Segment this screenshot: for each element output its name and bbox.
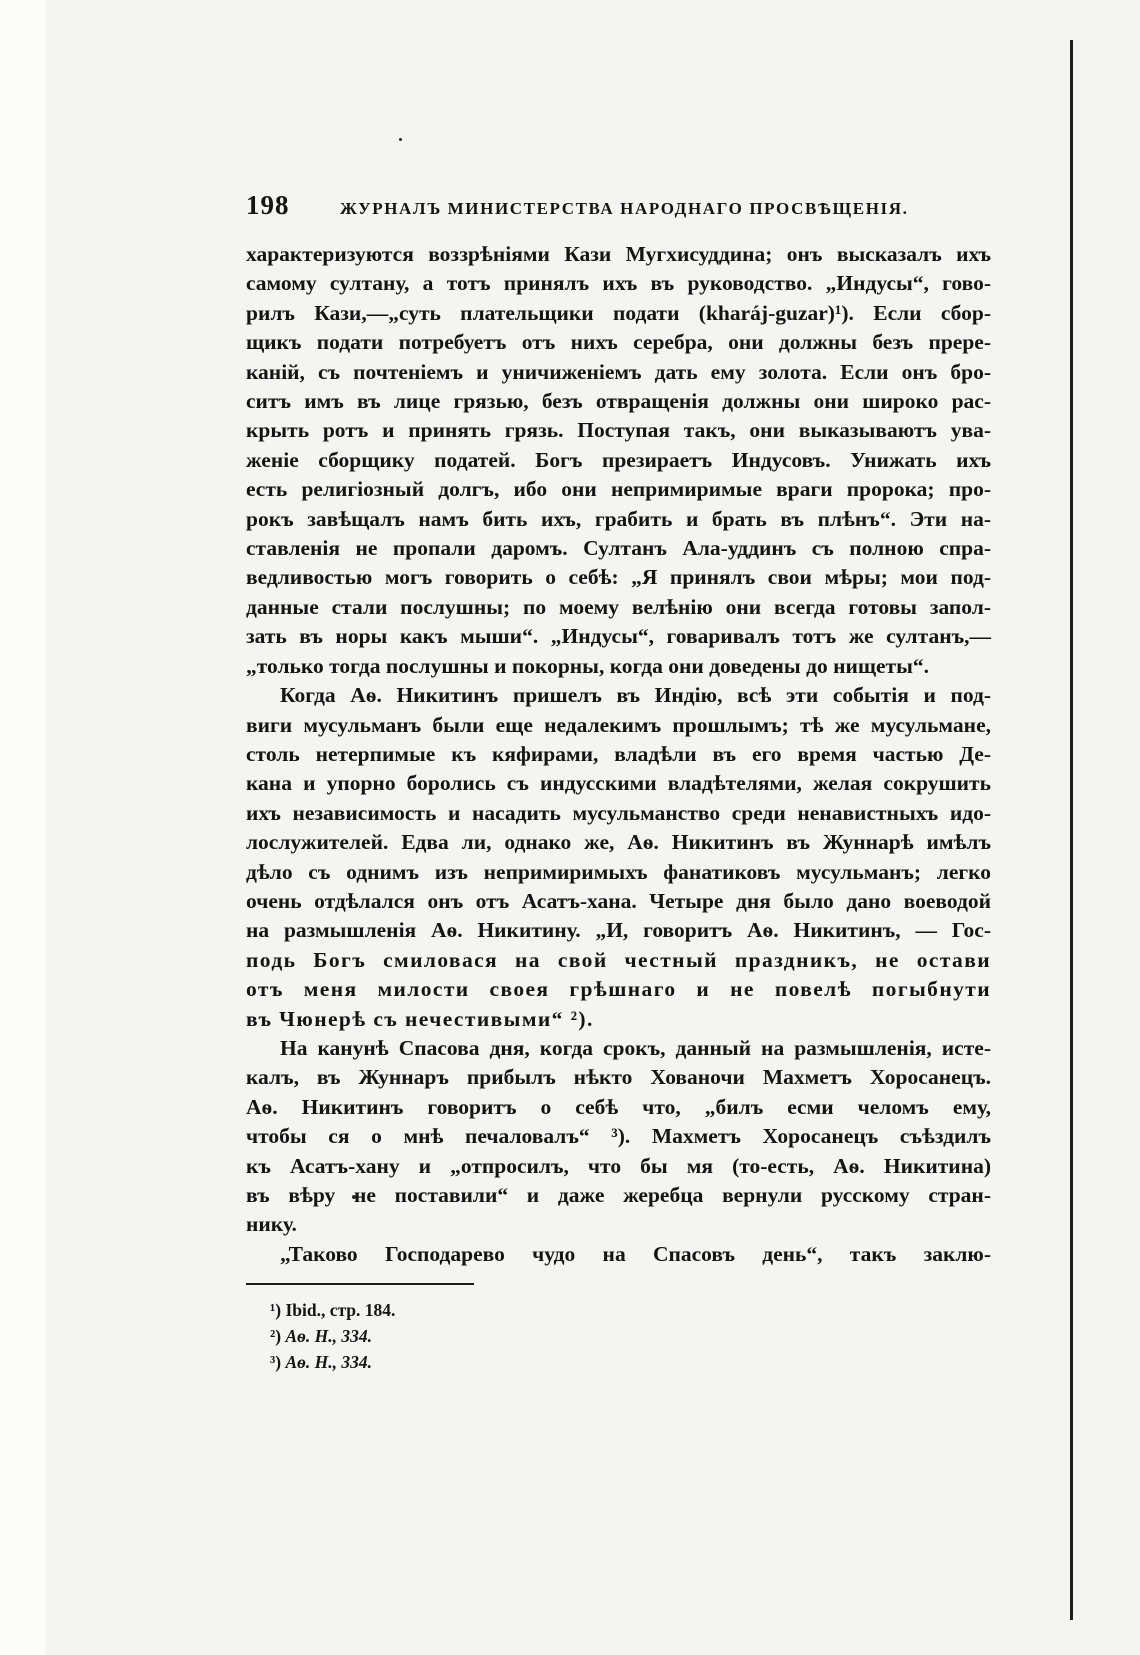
- footnote-text: Аѳ. Н., 334.: [285, 1352, 372, 1373]
- text-line: на размышленія Аѳ. Никитину. „И, говоритъ Аѳ. Никитинъ, — Гос-: [246, 918, 991, 943]
- text-line: щикъ подати потребуетъ отъ нихъ серебра, они должны безъ прере-: [246, 330, 991, 355]
- text-line: ихъ независимость и насадить мусульманство среди ненавистныхъ идо-: [246, 800, 991, 825]
- text-line: данные стали послушны; по моему велѣнію они всегда готовы запол-: [246, 594, 991, 619]
- text-line: кана и упорно боролись съ индусскими владѣтелями, желая сокрушить: [246, 771, 991, 796]
- text-line: Когда Аѳ. Никитинъ пришелъ въ Индію, всѣ эти событія и под-: [280, 683, 991, 708]
- binding-edge-line: [1070, 40, 1073, 1620]
- footnotes: [246, 1297, 991, 1375]
- text-line: виги мусульманъ были еще недалекимъ прошлымъ; тѣ же мусульмане,: [246, 712, 991, 737]
- book-page: [246, 190, 991, 1375]
- footnote-mark: ³): [270, 1352, 282, 1373]
- text-line: отъ меня милости своея грѣшнаго и не повелѣ погыбнути: [246, 977, 991, 1002]
- text-line: каній, съ почтеніемъ и уничиженіемъ дать ему золота. Если онъ бро-: [246, 359, 991, 384]
- text-line: Аѳ. Никитинъ говоритъ о себѣ что, „билъ есми челомъ ему,: [246, 1094, 991, 1119]
- text-line: самому султану, а тотъ принялъ ихъ въ руководство. „Индусы“, гово-: [246, 271, 991, 296]
- footnote-mark: ¹): [270, 1300, 282, 1321]
- text-line: нику.: [246, 1212, 297, 1237]
- text-line: въ Чюнерѣ съ нечестивыми“ ²).: [246, 1006, 594, 1031]
- text-line: калъ, въ Жуннаръ прибылъ нѣкто Хованочи Махметъ Хоросанецъ.: [246, 1065, 991, 1090]
- footnote-divider: [246, 1283, 474, 1285]
- text-line: къ Асатъ-хану и „отпросилъ, что бы мя (то-есть, Аѳ. Никитина): [246, 1153, 991, 1178]
- text-line: рокъ завѣщалъ намъ бить ихъ, грабить и брать въ плѣнъ“. Эти на-: [246, 506, 991, 531]
- text-line: ведливостью могъ говорить о себѣ: „Я принялъ свои мѣры; мои под-: [246, 565, 991, 590]
- text-line: На канунѣ Спасова дня, когда срокъ, данный на размышленія, исте-: [280, 1035, 991, 1060]
- text-line: есть религіозный долгъ, ибо они непримиримые враги пророка; про-: [246, 477, 991, 502]
- footnote: [270, 1297, 991, 1323]
- text-line: дѣло съ однимъ изъ непримиримыхъ фанатиковъ мусульманъ; легко: [246, 859, 991, 884]
- running-head: [246, 190, 991, 230]
- text-line: характеризуются воззрѣніями Кази Мугхисуддина; онъ высказалъ ихъ: [246, 242, 991, 266]
- scan-margin: [0, 0, 46, 1655]
- text-line: ставленія не пропали даромъ. Султанъ Ала-уддинъ съ полною спра-: [246, 536, 991, 561]
- text-line: столь нетерпимые къ кяфирами, владѣли въ его время частью Де-: [246, 741, 991, 766]
- text-line: „Таково Господарево чудо на Спасовъ день“, такъ заклю-: [280, 1241, 991, 1266]
- body-text: [246, 240, 991, 1269]
- footnote: [270, 1323, 991, 1349]
- text-line: лослужителей. Едва ли, однако же, Аѳ. Никитинъ въ Жуннарѣ имѣлъ: [246, 830, 991, 855]
- text-line: въ вѣру не поставили“ и даже жеребца вернули русскому стран-: [246, 1183, 991, 1207]
- text-line: чтобы ся о мнѣ печаловалъ“ ³). Махметъ Хоросанецъ съѣздилъ: [246, 1124, 991, 1149]
- footnote: [270, 1349, 991, 1375]
- footnote-text: Ibid., стр. 184.: [285, 1300, 396, 1321]
- text-line: зать въ норы какъ мыши“. „Индусы“, говаривалъ тотъ же султанъ,—: [246, 624, 991, 649]
- footnote-text: Аѳ. Н., 334.: [285, 1326, 372, 1347]
- footnote-mark: ²): [270, 1326, 282, 1347]
- text-line: подь Богъ смиловася на свой честный праздникъ, не остави: [246, 947, 991, 972]
- text-line: крыть ротъ и принять грязь. Поступая такъ, они выказываютъ ува-: [246, 418, 991, 443]
- scan-speck: [399, 138, 402, 141]
- journal-title: ЖУРНАЛЪ МИНИСТЕРСТВА НАРОДНАГО ПРОСВѢЩЕНІЯ.: [340, 199, 909, 218]
- text-line: женіе сборщику податей. Богъ презираетъ Индусовъ. Унижать ихъ: [246, 447, 991, 472]
- text-line: „только тогда послушны и покорны, когда они доведены до нищеты“.: [246, 653, 930, 678]
- text-line: очень отдѣлался онъ отъ Асатъ-хана. Четыре дня было дано воеводой: [246, 888, 991, 913]
- text-line: ситъ имъ въ лице грязью, безъ отвращенія должны они широко рас-: [246, 389, 991, 414]
- page-number: 198: [246, 190, 290, 220]
- text-line: рилъ Кази,—„суть плательщики подати (kharáj-guzar)¹). Если сбор-: [246, 300, 991, 325]
